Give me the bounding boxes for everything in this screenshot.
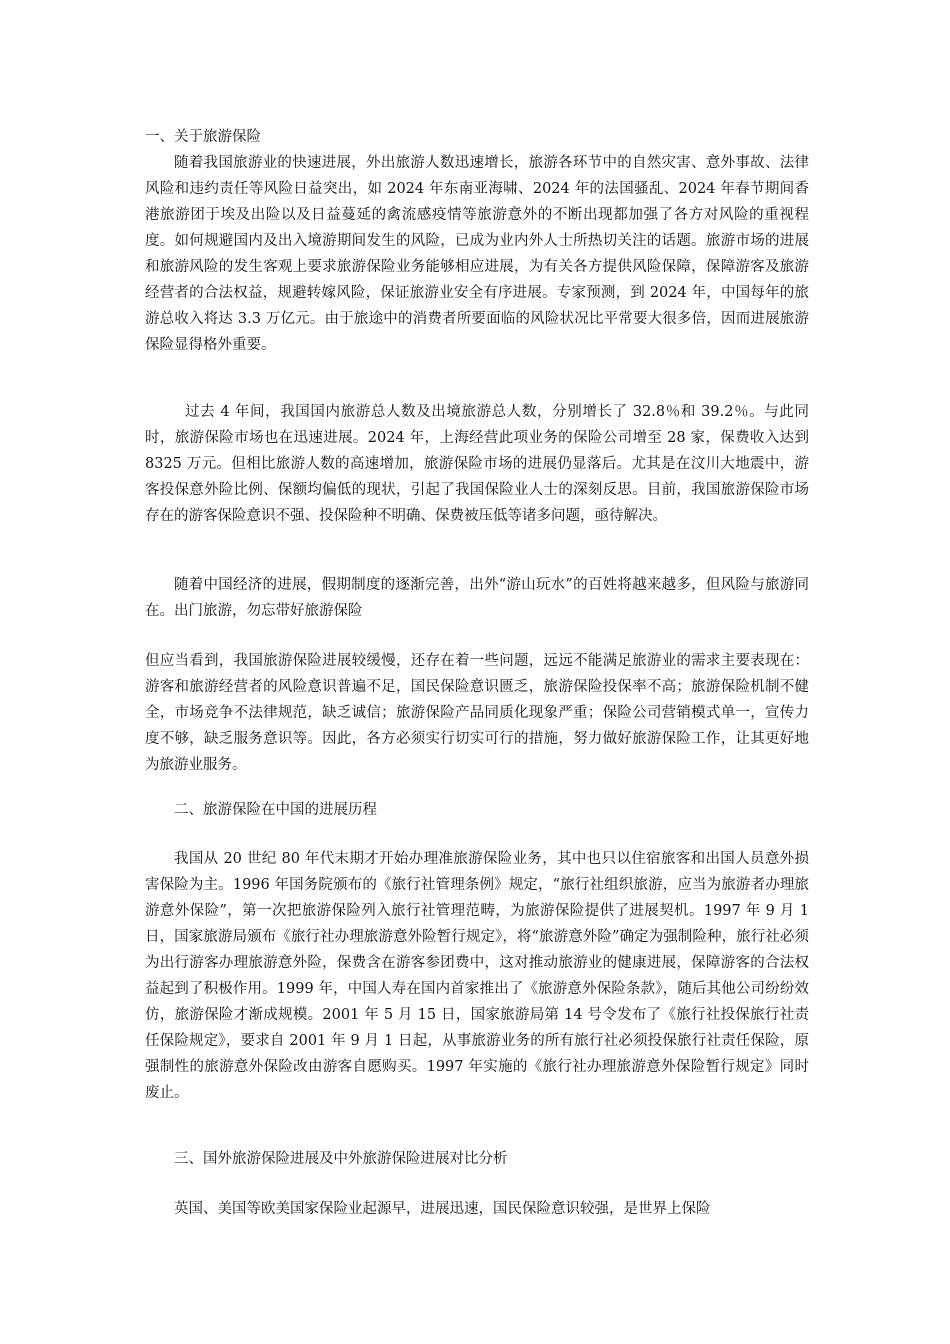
paragraph-foreign: 英国、美国等欧美国家保险业起源早，进展迅速，国民保险意识较强，是世界上保险 bbox=[174, 1201, 711, 1217]
section-heading-1: 一、关于旅游保险 bbox=[145, 129, 261, 145]
section-heading-3: 三、国外旅游保险进展及中外旅游保险进展对比分析 bbox=[174, 1151, 508, 1167]
paragraph-history: 我国从 20 世纪 80 年代末期才开始办理准旅游保险业务，其中也只以住宿旅客和出国人员意外损害保险为主。1996 年国务院颁布的《旅行社管理条例》规定，“旅行社组织旅游，应当为旅游者办理旅游意外保险”，第一次把旅游保险列入旅行社管理范畴，为旅游保险提供了进展契机。1997 年 9 月 1 日，国家旅游局颁布《旅行社办理旅游意外险暂行规定》，将“旅游意外险”确定为强制险种，旅行社必须为出行游客办理旅游意外险，保费含在游客参团费中，这对推动旅游业的健康进展，保障游客的合法权益起到了积极作用。1999 年，中国人寿在国内首家推出了《旅游意外保险条款》，随后其他公司纷纷效仿，旅游保险才渐成规模。2001 年 5 月 15 日，国家旅游局第 14 号令发布了《旅行社投保旅行社责任保险规定》，要求自 2001 年 9 月 1 日起，从事旅游业务的所有旅行社必须投保旅行社责任保险，原强制性的旅游意外保险改由游客自愿购买。1997 年实施的《旅行社办理旅游意外保险暂行规定》同时废止。 bbox=[145, 851, 809, 1101]
section-heading-2: 二、旅游保险在中国的进展历程 bbox=[174, 802, 377, 818]
paragraph-economy: 随着中国经济的进展，假期制度的逐渐完善，出外“游山玩水”的百姓将越来越多，但风险与旅游同在。出门旅游，勿忘带好旅游保险 bbox=[145, 577, 809, 619]
paragraph-intro: 随着我国旅游业的快速进展，外出旅游人数迅速增长，旅游各环节中的自然灾害、意外事故、法律风险和违约责任等风险日益突出，如 2024 年东南亚海啸、2024 年的法国骚乱、2024 年春节期间香港旅游团于埃及出险以及日益蔓延的禽流感疫情等旅游意外的不断出现都加强了各方对风险的重视程度。如何规避国内及出入境游期间发生的风险，已成为业内外人士所热切关注的话题。旅游市场的进展和旅游风险的发生客观上要求旅游保险业务能够相应进展，为有关各方提供风险保障，保障游客及旅游经营者的合法权益，规避转嫁风险，保证旅游业安全有序进展。专家预测，到 2024 年，中国每年的旅游总收入将达 3.3 万亿元。由于旅途中的消费者所要面临的风险状况比平常要大很多倍，因而进展旅游保险显得格外重要。 bbox=[145, 155, 809, 353]
paragraph-problems: 但应当看到，我国旅游保险进展较缓慢，还存在着一些问题，远远不能满足旅游业的需求主要表现在：游客和旅游经营者的风险意识普遍不足，国民保险意识匮乏，旅游保险投保率不高；旅游保险机制不健全，市场竞争不法律规范，缺乏诚信；旅游保险产品同质化现象严重；保险公司营销模式单一，宣传力度不够，缺乏服务意识等。因此，各方必须实行切实可行的措施，努力做好旅游保险工作，让其更好地为旅游业服务。 bbox=[145, 653, 809, 773]
paragraph-market-growth: 过去 4 年间，我国国内旅游总人数及出境旅游总人数，分别增长了 32.8％和 39.2％。与此同时，旅游保险市场也在迅速进展。2024 年，上海经营此项业务的保险公司增至 28 家，保费收入达到 8325 万元。但相比旅游人数的高速增加，旅游保险市场的进展仍显落后。尤其是在汶川大地震中，游客投保意外险比例、保额均偏低的现状，引起了我国保险业人士的深刻反思。目前，我国旅游保险市场存在的游客保险意识不强、投保险种不明确、保费被压低等诸多问题，亟待解决。 bbox=[145, 404, 809, 524]
